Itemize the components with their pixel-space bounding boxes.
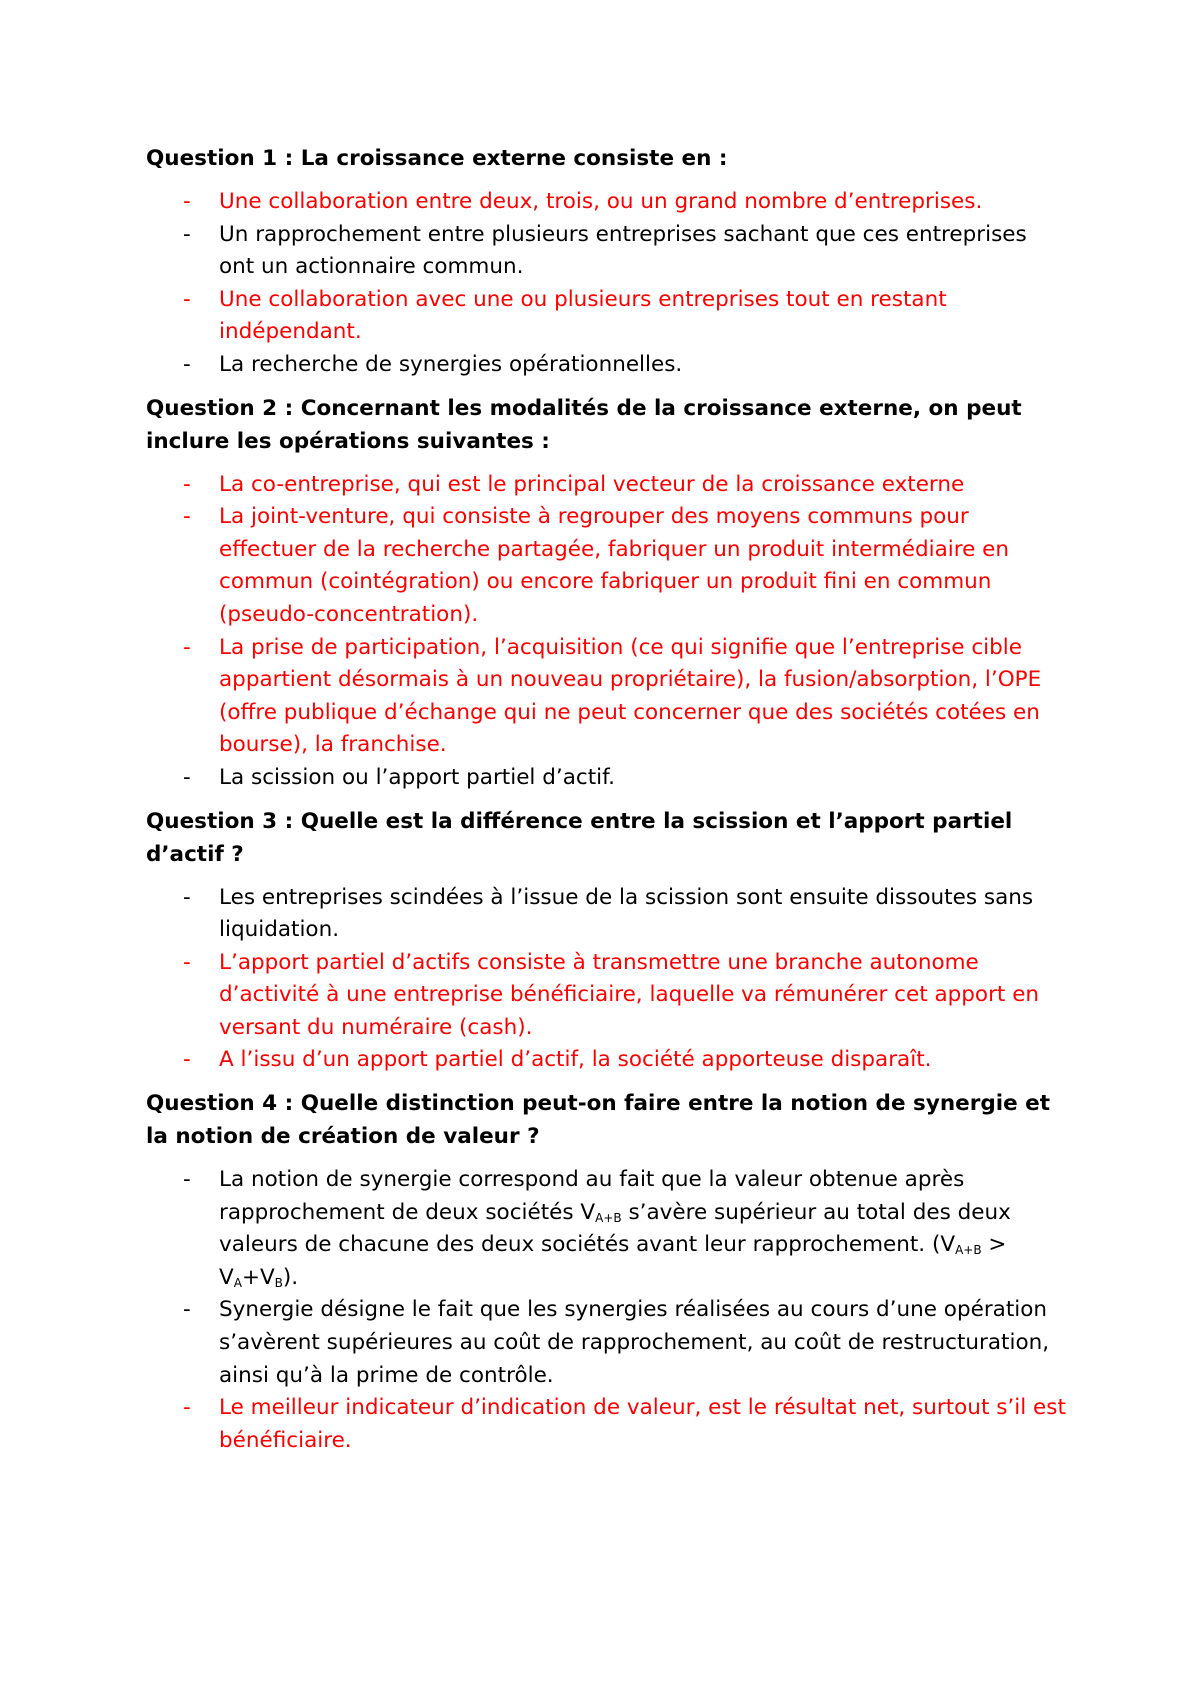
document-page [146, 142, 1066, 1467]
list-dash-marker: - [183, 221, 191, 247]
list-dash-marker: - [183, 764, 191, 790]
answer-item [146, 284, 1066, 349]
list-dash-marker: - [183, 351, 191, 377]
question-title-1: Question 1 : La croissance externe consiste en : [146, 146, 728, 171]
list-dash-marker: - [183, 504, 191, 530]
answer-text: Le meilleur indicateur d’indication de valeur, est le résultat net, surtout s’il est bénéficiaire. [219, 1395, 1066, 1453]
subscript: A [233, 1275, 242, 1290]
list-dash-marker: - [183, 1047, 191, 1073]
answer-item [146, 1294, 1066, 1392]
answer-text: A l’issu d’un apport partiel d’actif, la société apporteuse disparaît. [219, 1047, 932, 1073]
answer-item [146, 1392, 1066, 1457]
answer-item [146, 882, 1066, 947]
answer-item [146, 501, 1066, 631]
answer-item [146, 947, 1066, 1045]
answer-text: La recherche de synergies opérationnelles. [219, 351, 683, 377]
answer-item [146, 1044, 1066, 1077]
list-dash-marker: - [183, 634, 191, 660]
list-dash-marker: - [183, 189, 191, 214]
answer-text: La notion de synergie correspond au fait que la valeur obtenue après rapprochement de deux sociétés $V_{A+B}$ s’avère supérieur au total des deux valeurs de chacune des deux sociétés avant leur rapprochement. $(V_{A+B} > V_A+V_B)$. [219, 1167, 1011, 1290]
answer-text: Synergie désigne le fait que les synergies réalisées au cours d’une opération s’avèrent supérieures au coût de rapprochement, au coût de restructuration, ainsi qu’à la prime de contrôle. [219, 1297, 1050, 1388]
answer-text: Une collaboration avec une ou plusieurs entreprises tout en restant indépendant. [219, 286, 947, 345]
answer-text: Un rapprochement entre plusieurs entreprises sachant que ces entreprises ont un actionnaire commun. [219, 221, 1027, 280]
question-title-2: Question 2 : Concernant les modalités de la croissance externe, on peut inclure les opérations suivantes : [146, 395, 1022, 454]
answer-text: La scission ou l’apport partiel d’actif. [219, 764, 615, 790]
list-dash-marker: - [183, 1297, 191, 1323]
answer-text: La joint-venture, qui consiste à regrouper des moyens communs pour effectuer de la recherche partagée, fabriquer un produit intermédiaire en commun (cointégration) ou encore fabriquer un produit fini en commun (pseudo-concentration). [219, 504, 1010, 627]
answer-item [146, 632, 1066, 762]
list-dash-marker: - [183, 471, 191, 497]
list-dash-marker: - [183, 286, 191, 312]
answer-item [146, 762, 1066, 795]
list-dash-marker: - [183, 949, 191, 975]
list-dash-marker: - [183, 884, 191, 910]
subscript: B [274, 1275, 283, 1290]
question-title-3: Question 3 : Quelle est la différence entre la scission et l’apport partiel d’actif ? [146, 808, 1013, 867]
answer-item [146, 219, 1066, 284]
answer-item [146, 1164, 1066, 1294]
answer-text: La co-entreprise, qui est le principal vecteur de la croissance externe [219, 471, 965, 497]
answer-text: Les entreprises scindées à l’issue de la scission sont ensuite dissoutes sans liquidation. [219, 884, 1034, 943]
answer-list-2 [146, 469, 1066, 795]
answer-text: Une collaboration entre deux, trois, ou un grand nombre d’entreprises. [219, 189, 983, 214]
list-dash-marker: - [183, 1167, 191, 1193]
answer-text: L’apport partiel d’actifs consiste à transmettre une branche autonome d’activité à une entreprise bénéficiaire, laquelle va rémunérer cet apport en versant du numéraire (cash). [219, 949, 1040, 1040]
subscript: A+B [955, 1243, 982, 1258]
list-dash-marker: - [183, 1395, 191, 1421]
answer-list-1 [146, 186, 1066, 382]
subscript: A+B [595, 1210, 622, 1225]
question-title-4: Question 4 : Quelle distinction peut-on faire entre la notion de synergie et la notion de création de valeur ? [146, 1091, 1051, 1150]
answer-text: La prise de participation, l’acquisition (ce qui signifie que l’entreprise cible appartient désormais à un nouveau propriétaire), la fusion/absorption, l’OPE (offre publique d’échange qui ne peut concerner que des sociétés cotées en bourse), la franchise. [219, 634, 1042, 758]
answer-item [146, 469, 1066, 502]
answer-item [146, 186, 1066, 219]
answer-item [146, 349, 1066, 382]
answer-list-3 [146, 882, 1066, 1078]
answer-list-4 [146, 1164, 1066, 1457]
